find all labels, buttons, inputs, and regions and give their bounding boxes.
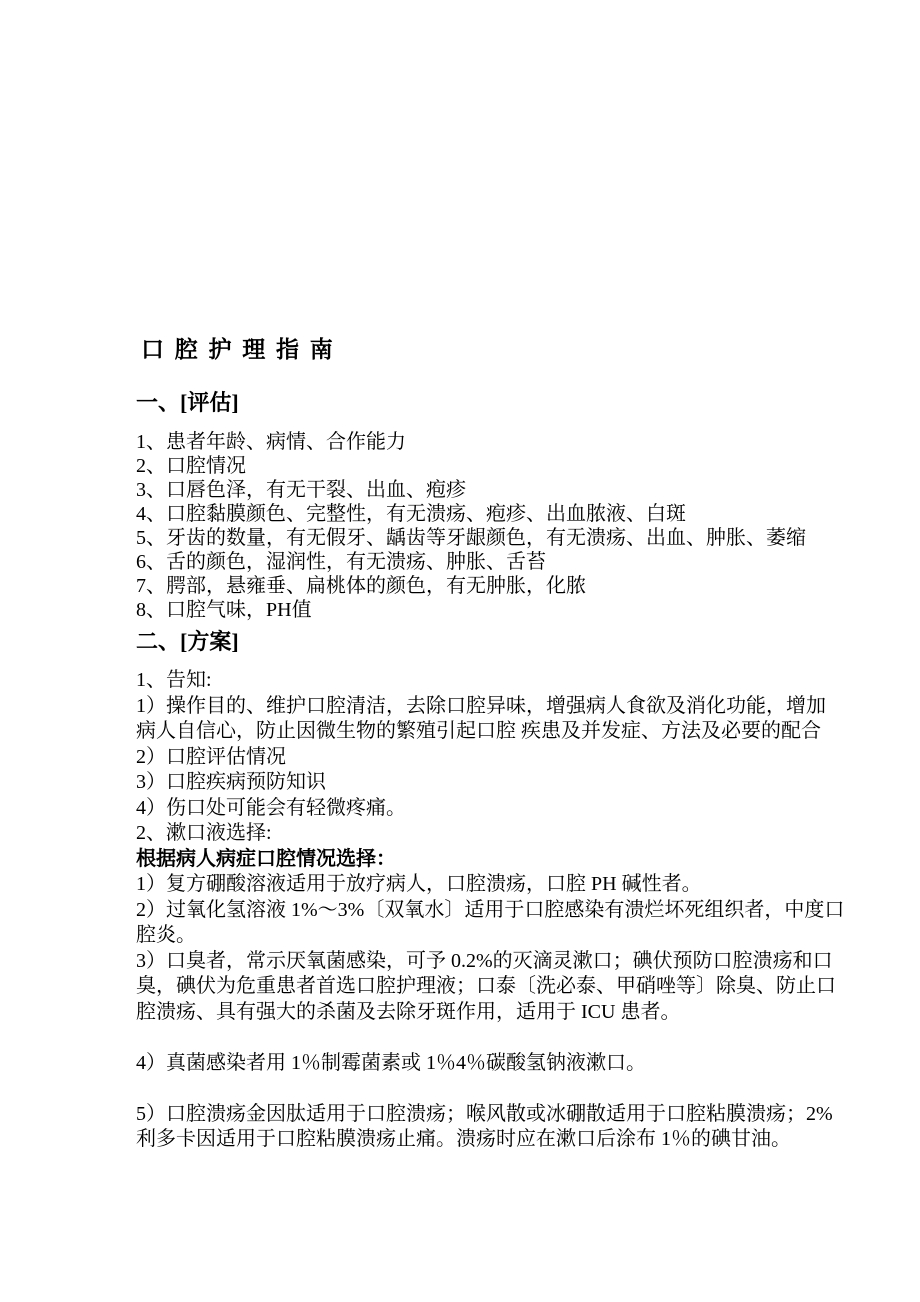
assessment-item: 4、口腔黏膜颜色、完整性，有无溃疡、疱疹、出血脓液、白斑 [136,503,686,525]
assessment-item: 1、患者年龄、病情、合作能力 [136,431,406,453]
document-title: 口 腔 护 理 指 南 [141,337,336,362]
section-plan-heading: 二、[方案] [136,629,239,654]
plan-text-line: 腔溃疡、具有强大的杀菌及去除牙斑作用，适用于 ICU 患者。 [136,1000,681,1023]
assessment-list [136,430,920,622]
plan-text-line: 利多卡因适用于口腔粘膜溃疡止痛。溃疡时应在漱口后涂布 1％的碘甘油。 [136,1128,791,1150]
plan-text-line: 2、漱口液选择: [136,822,272,844]
plan-text-line: 腔炎。 [136,924,196,946]
plan-text-line: 1）复方硼酸溶液适用于放疗病人，口腔溃疡，口腔 PH 碱性者。 [136,873,702,895]
plan-text-line: 1）操作目的、维护口腔清洁，去除口腔异味，增强病人食欲及消化功能，增加 [136,694,826,717]
plan-text-line: 病人自信心，防止因微生物的繁殖引起口腔 疾患及并发症、方法及必要的配合 [136,720,821,742]
plan-text-line: 2）过氧化氢溶液 1%～3%〔双氧水〕适用于口腔感染有溃烂坏死组织者，中度口 [136,898,845,921]
assessment-item: 2、口腔情况 [136,455,246,477]
plan-text-line: 3）口臭者，常示厌氧菌感染，可予 0.2%的灭滴灵漱口；碘伏预防口腔溃疡和口 [136,949,833,972]
plan-text-line: 5）口腔溃疡金因肽适用于口腔溃疡；喉风散或冰硼散适用于口腔粘膜溃疡；2% [136,1102,833,1125]
section-assessment-heading: 一、[评估] [136,390,239,415]
assessment-item: 8、口腔气味，PH值 [136,599,312,621]
plan-text-line: 4）真菌感染者用 1％制霉菌素或 1％4％碳酸氢钠液漱口。 [136,1051,646,1074]
blank-line [136,1025,920,1051]
assessment-item: 3、口唇色泽，有无干裂、出血、疱疹 [136,479,466,501]
plan-text-line: 臭，碘伏为危重患者首选口腔护理液；口泰〔洗必泰、甲硝唑等〕除臭、防止口 [136,975,836,997]
plan-content [136,668,920,1153]
plan-text-line: 3）口腔疾病预防知识 [136,771,326,793]
plan-emphasis-line: 根据病人病症口腔情况选择： [136,847,396,870]
assessment-item: 5、牙齿的数量，有无假牙、龋齿等牙龈颜色，有无溃疡、出血、肿胀、萎缩 [136,527,806,549]
plan-text-line: 1、告知: [136,669,212,691]
plan-text-line: 4）伤口处可能会有轻微疼痛。 [136,796,406,819]
plan-text-line: 2）口腔评估情况 [136,745,286,768]
assessment-item: 6、舌的颜色，湿润性，有无溃疡、肿胀、舌苔 [136,551,546,573]
blank-line [136,1076,920,1102]
assessment-item: 7、腭部，悬雍垂、扁桃体的颜色，有无肿胀，化脓 [136,575,586,597]
